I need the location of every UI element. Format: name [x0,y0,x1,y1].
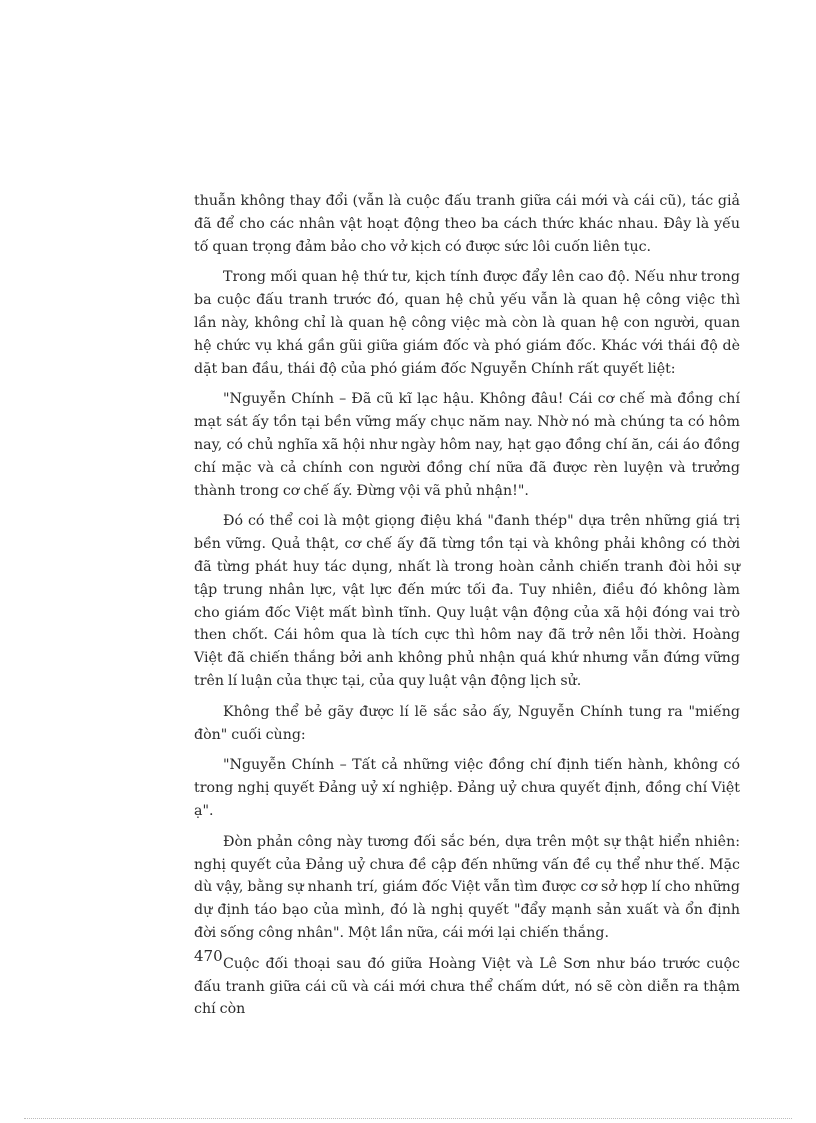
paragraph-final-blow: Không thể bẻ gãy được lí lẽ sắc sảo ấy, Nguyễn Chính tung ra "miếng đòn" cuối cùng: [194,703,740,743]
paragraph-fourth-relationship: Trong mối quan hệ thứ tư, kịch tính được đẩy lên cao độ. Nếu như trong ba cuộc đấu tranh trước đó, quan hệ chủ yếu vẫn là quan hệ công việc thì lần này, không chỉ là quan hệ công việc mà còn là quan hệ con người, quan hệ chức vụ khá gần gũi giữa giám đốc và phó giám đốc. Khác với thái độ dè dặt ban đầu, thái độ của phó giám đốc Nguyễn Chính rất quyết liệt: [194,269,740,377]
page-number: 470 [194,947,223,965]
page-body [194,190,740,1029]
paragraph-dialogue: Cuộc đối thoại sau đó giữa Hoàng Việt và Lê Sơn như báo trước cuộc đấu tranh giữa cái cũ và cái mới chưa thể chấm dứt, nó sẽ còn diễn ra thậm chí còn [194,955,740,1018]
bottom-divider [24,1118,792,1119]
quote-nguyen-chinh-1: "Nguyễn Chính – Đã cũ kĩ lạc hậu. Không đâu! Cái cơ chế mà đồng chí mạt sát ấy tồn tại bền vững mấy chục năm nay. Nhờ nó mà chúng ta có hôm nay, có chủ nghĩa xã hội như ngày hôm nay, hạt gạo đồng chí ăn, cái áo đồng chí mặc và cả chính con người đồng chí nữa đã được rèn luyện và trưởng thành trong cơ chế ấy. Đừng vội vã phủ nhận!". [194,391,740,499]
paragraph-commentary: Đó có thể coi là một giọng điệu khá "đanh thép" dựa trên những giá trị bền vững. Quả thật, cơ chế ấy đã từng tồn tại và không phải không có thời đã từng phát huy tác dụng, nhất là trong hoàn cảnh chiến tranh đòi hỏi sự tập trung nhân lực, vật lực đến mức tối đa. Tuy nhiên, điều đó không làm cho giám đốc Việt mất bình tĩnh. Quy luật vận động của xã hội đóng vai trò then chốt. Cái hôm qua là tích cực thì hôm nay đã trở nên lỗi thời. Hoàng Việt đã chiến thắng bởi anh không phủ nhận quá khứ nhưng vẫn đứng vững trên lí luận của thực tại, của quy luật vận động lịch sử. [194,513,740,689]
paragraph-counterattack: Đòn phản công này tương đối sắc bén, dựa trên một sự thật hiển nhiên: nghị quyết của Đảng uỷ chưa đề cập đến những vấn đề cụ thể như thế. Mặc dù vậy, bằng sự nhanh trí, giám đốc Việt vẫn tìm được cơ sở hợp lí cho những dự định táo bạo của mình, đó là nghị quyết "đẩy mạnh sản xuất và ổn định đời sống công nhân". Một lần nữa, cái mới lại chiến thắng. [194,833,740,941]
paragraph-continuation: thuẫn không thay đổi (vẫn là cuộc đấu tranh giữa cái mới và cái cũ), tác giả đã để cho các nhân vật hoạt động theo ba cách thức khác nhau. Đây là yếu tố quan trọng đảm bảo cho vở kịch có được sức lôi cuốn liên tục. [194,193,740,255]
quote-nguyen-chinh-2: "Nguyễn Chính – Tất cả những việc đồng chí định tiến hành, không có trong nghị quyết Đảng uỷ xí nghiệp. Đảng uỷ chưa quyết định, đồng chí Việt ạ". [194,757,740,819]
